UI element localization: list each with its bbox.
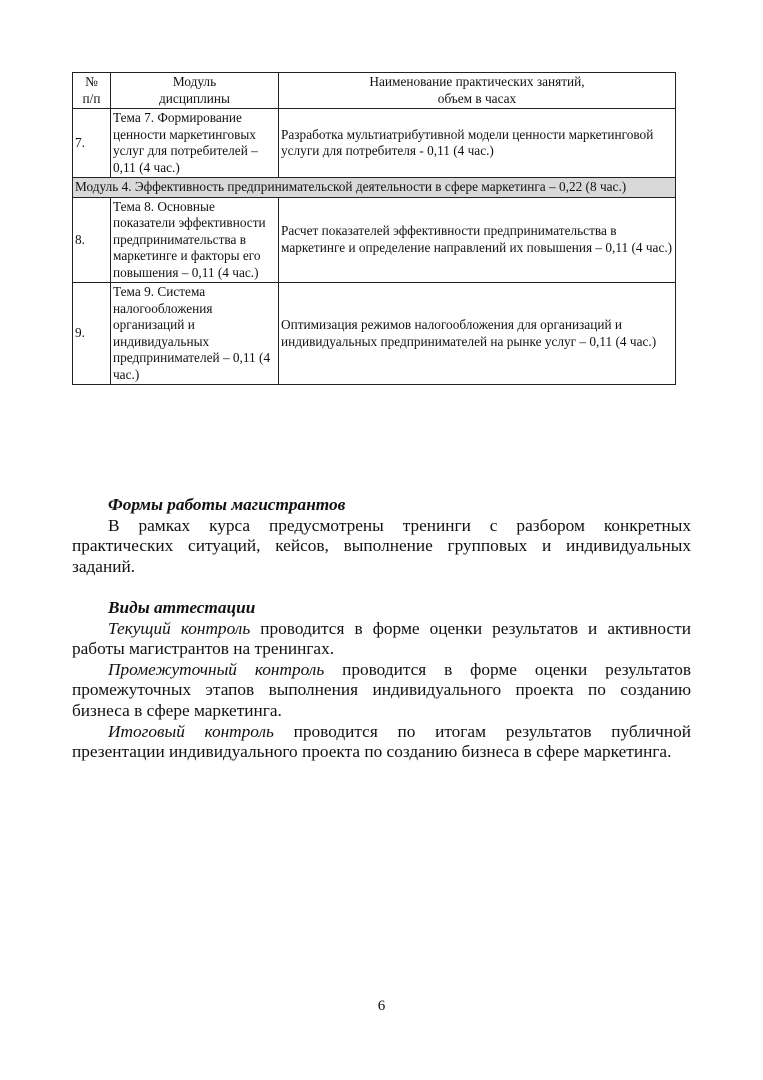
module-row	[73, 178, 676, 198]
row-number: 9.	[73, 283, 111, 385]
row-number: 8.	[73, 197, 111, 283]
module-title: Модуль 4. Эффективность предпринимательской деятельности в сфере маркетинга – 0,22 (8 час.)	[73, 178, 676, 198]
attestation-heading: Виды аттестации	[108, 598, 256, 617]
current-control-paragraph	[72, 619, 691, 660]
row-topic: Тема 7. Формирование ценности маркетинговых услуг для потребителей – 0,11 (4 час.)	[111, 109, 279, 178]
forms-paragraph: В рамках курса предусмотрены тренинги с разбором конкретных практических ситуаций, кейсов, выполнение групповых и индивидуальных заданий.	[72, 515, 691, 576]
row-practice: Оптимизация режимов налогообложения для организаций и индивидуальных предпринимателей на рынке услуг – 0,11 (4 час.)	[279, 283, 676, 385]
intermediate-control-term: Промежуточный контроль	[108, 659, 325, 679]
row-number: 7.	[73, 109, 111, 178]
header-num-line1: №	[85, 74, 98, 89]
header-module-line2: дисциплины	[159, 90, 230, 106]
row-practice: Разработка мультиатрибутивной модели ценности маркетинговой услуги для потребителя - 0,11 (4 час.)	[279, 109, 676, 178]
practical-classes-table	[72, 72, 676, 385]
table-row	[73, 197, 676, 283]
header-practice-line1: Наименование практических занятий,	[369, 74, 585, 89]
row-topic: Тема 9. Система налогообложения организаций и индивидуальных предпринимателей – 0,11 (4 час.)	[111, 283, 279, 385]
forms-heading: Формы работы магистрантов	[108, 495, 346, 514]
table-header-row	[73, 73, 676, 109]
page-number: 6	[377, 998, 386, 1014]
header-module	[111, 73, 279, 109]
header-module-line1: Модуль	[172, 74, 217, 89]
header-num	[73, 73, 111, 109]
table-row	[73, 283, 676, 385]
final-control-text: проводится по итогам результатов публичной презентации индивидуального проекта по созданию бизнеса в сфере маркетинга.	[72, 721, 691, 762]
table-row	[73, 109, 676, 178]
final-control-paragraph	[72, 722, 691, 763]
row-topic: Тема 8. Основные показатели эффективности предпринимательства в маркетинге и факторы его повышения – 0,11 (4 час.)	[111, 197, 279, 283]
header-practice-line2: объем в часах	[437, 90, 517, 106]
row-practice: Расчет показателей эффективности предпринимательства в маркетинге и определение направлений их повышения – 0,11 (4 час.)	[279, 197, 676, 283]
current-control-text: проводится в форме оценки результатов и активности работы магистрантов на тренингах.	[72, 618, 691, 659]
header-num-line2: п/п	[82, 90, 101, 106]
forms-section	[72, 495, 691, 577]
intermediate-control-paragraph	[72, 660, 691, 722]
current-control-term: Текущий контроль	[108, 618, 251, 638]
attestation-section	[72, 598, 691, 763]
header-practice	[279, 73, 676, 109]
final-control-term: Итоговый контроль	[108, 721, 274, 741]
intermediate-control-text: проводится в форме оценки результатов промежуточных этапов выполнения индивидуального проекта по созданию бизнеса в сфере маркетинга.	[72, 659, 691, 720]
